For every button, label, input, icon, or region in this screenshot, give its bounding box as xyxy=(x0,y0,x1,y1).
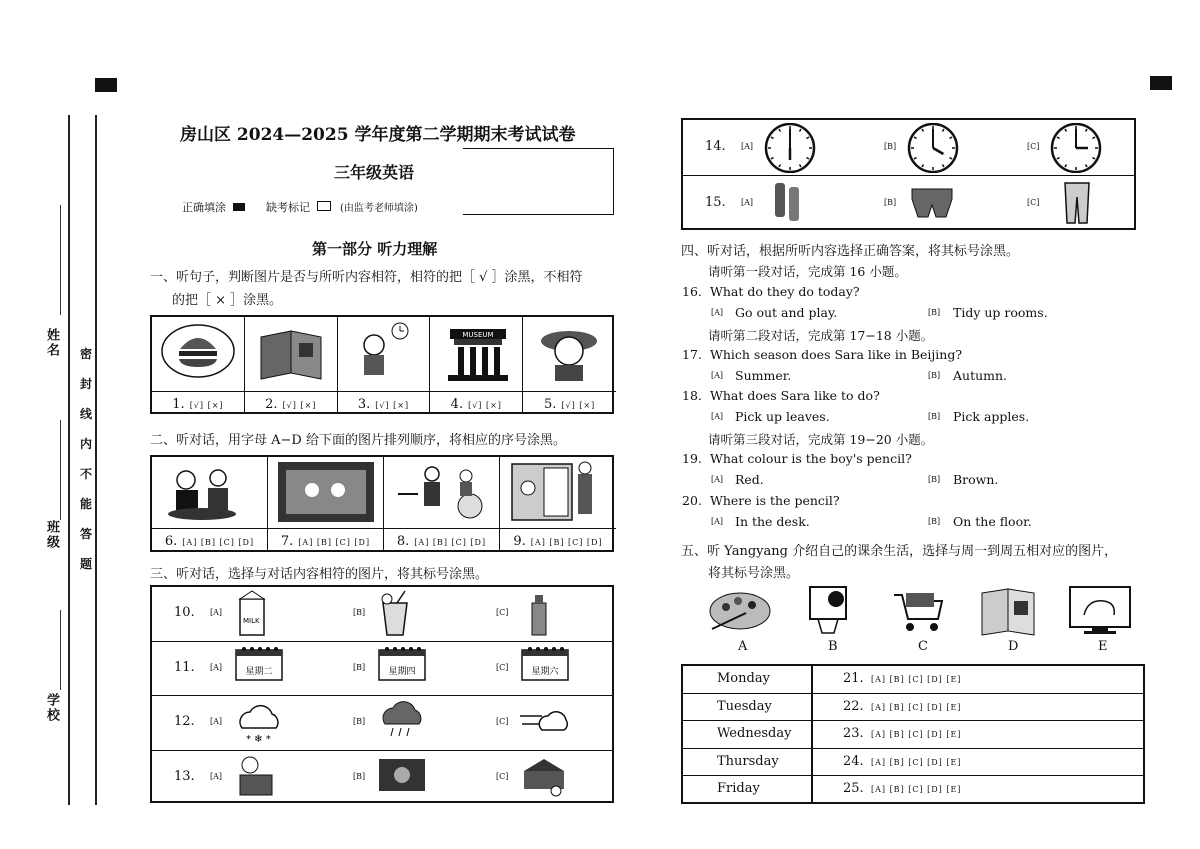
answer-row xyxy=(384,528,499,551)
picture-book-icon xyxy=(976,585,1046,637)
name-label: 姓名 xyxy=(44,328,59,358)
seal-char: 密 xyxy=(80,347,93,361)
answer-row xyxy=(338,391,430,414)
s1-table xyxy=(150,315,614,414)
question-row xyxy=(152,696,612,751)
windy-cloud-icon xyxy=(518,698,574,748)
s5-instruction-2: 将其标号涂黑。 xyxy=(708,566,800,581)
calendar-icon xyxy=(518,644,574,694)
picture-cell xyxy=(152,317,245,412)
answer-bubbles[interactable]: [√] [×] xyxy=(189,401,224,410)
s1-instruction-2: 的把［ × ］涂黑。 xyxy=(172,293,283,308)
dialogue-instruction: 请听第一段对话，完成第 16 小题。 xyxy=(708,264,907,279)
option-b-label[interactable]: [B] xyxy=(928,412,941,421)
answer-row xyxy=(268,528,383,551)
milk-carton-icon xyxy=(232,589,288,639)
option-label[interactable]: [C] xyxy=(1027,142,1040,151)
picture-cell xyxy=(245,317,338,412)
girl-hat-icon xyxy=(529,319,609,385)
answer-bubbles[interactable]: [A] [B] [C] [D] [E] xyxy=(871,757,962,767)
school-label: 学校 xyxy=(44,693,59,723)
binding-line-outer xyxy=(68,115,70,805)
museum-sign-text: MUSEUM xyxy=(462,331,494,339)
question-number: 13. xyxy=(174,768,195,784)
answer-bubbles[interactable]: [A] [B] [C] [D] [E] xyxy=(871,785,962,795)
seal-char: 题 xyxy=(80,557,93,571)
s2-table xyxy=(150,455,614,552)
question-number: 7. xyxy=(280,534,294,549)
picture-cell xyxy=(500,457,616,550)
socks-icon xyxy=(763,179,819,229)
registration-mark-right xyxy=(1150,76,1172,90)
option-b-text[interactable]: On the floor. xyxy=(953,514,1032,529)
option-label[interactable]: [A] xyxy=(741,198,754,207)
s1-instruction-1: 一、听句子，判断图片是否与所听内容相符，相符的把［ √ ］涂黑，不相符 xyxy=(150,270,583,285)
option-b-label[interactable]: [B] xyxy=(928,517,941,526)
clock-four-icon xyxy=(906,123,962,173)
weekday-label: 星期四 xyxy=(388,666,416,677)
seal-char: 能 xyxy=(80,497,93,511)
answer-bubbles[interactable]: [A] [B] [C] [D] [E] xyxy=(871,730,962,740)
snow-cloud-icon xyxy=(232,698,288,748)
question-number: 24. xyxy=(843,753,864,769)
exam-subject: 三年级英语 xyxy=(334,163,415,182)
picture-letter: C xyxy=(918,639,928,654)
weekday-label: 星期六 xyxy=(531,666,559,677)
absent-mark-note: (由监考老师填涂) xyxy=(340,203,418,214)
option-b-text[interactable]: Autumn. xyxy=(953,368,1008,383)
option-a-label[interactable]: [A] xyxy=(711,371,724,380)
question-number: 25. xyxy=(843,781,864,797)
school-underline xyxy=(60,610,61,690)
option-label[interactable]: [A] xyxy=(210,662,223,672)
s4-instruction: 四、听对话，根据所听内容选择正确答案，将其标号涂黑。 xyxy=(681,244,1020,259)
question-number: 11. xyxy=(174,659,195,675)
option-a-text[interactable]: In the desk. xyxy=(735,514,810,529)
option-label[interactable]: [B] xyxy=(884,198,897,207)
museum-icon xyxy=(436,319,516,385)
option-b-text[interactable]: Brown. xyxy=(953,472,999,487)
shorts-icon xyxy=(906,179,962,229)
seal-char: 不 xyxy=(80,467,93,481)
day-label: Tuesday xyxy=(717,698,772,714)
day-row xyxy=(683,776,1143,804)
shopping-cart-icon xyxy=(886,585,956,637)
book-icon xyxy=(251,319,331,385)
doghouse-icon xyxy=(518,753,574,803)
question-text: What does Sara like to do? xyxy=(710,388,880,403)
snowman-icon xyxy=(388,458,494,524)
option-a-text[interactable]: Summer. xyxy=(735,368,792,383)
question-number: 5. xyxy=(543,397,557,412)
part1-title: 第一部分 听力理解 xyxy=(312,240,438,258)
seal-char: 答 xyxy=(80,527,93,541)
picture-letter: E xyxy=(1098,639,1108,654)
answer-row xyxy=(500,528,616,551)
option-a-label[interactable]: [A] xyxy=(711,517,724,526)
tv-dog-icon xyxy=(375,753,431,803)
juice-icon xyxy=(375,589,431,639)
question-row xyxy=(152,751,612,806)
answer-row xyxy=(152,528,267,551)
question-number: 3. xyxy=(357,397,371,412)
question-number: 22. xyxy=(843,698,864,714)
question-number: 2. xyxy=(265,397,278,412)
answer-bubbles[interactable]: [√] [×] xyxy=(282,401,317,410)
binding-line-inner xyxy=(95,115,97,805)
seal-char: 封 xyxy=(80,377,93,391)
option-b-label[interactable]: [B] xyxy=(928,475,941,484)
picture-cell xyxy=(152,457,268,550)
question-number: 8. xyxy=(396,534,410,549)
option-b-label[interactable]: [B] xyxy=(928,308,941,317)
day-label: Monday xyxy=(717,671,770,686)
question-text: What colour is the boy's pencil? xyxy=(710,451,912,466)
option-label[interactable]: [A] xyxy=(210,608,223,618)
option-a-text[interactable]: Go out and play. xyxy=(735,305,838,320)
painting-palette-icon xyxy=(706,585,776,637)
answer-bubbles[interactable]: [A] [B] [C] [D] xyxy=(414,538,487,547)
question-number: 14. xyxy=(705,139,726,154)
trousers-icon xyxy=(1049,179,1105,229)
picture-letter: A xyxy=(738,639,748,654)
calendar-icon xyxy=(232,644,288,694)
basketball-hoop-icon xyxy=(796,585,866,637)
option-a-text[interactable]: Red. xyxy=(735,472,764,487)
name-underline xyxy=(60,205,61,315)
day-row xyxy=(683,666,1143,694)
fill-legend xyxy=(182,199,418,215)
option-label[interactable]: [C] xyxy=(496,608,509,618)
question-number: 23. xyxy=(843,726,864,742)
day-row xyxy=(683,694,1143,722)
score-box xyxy=(463,148,614,215)
answer-bubbles[interactable]: [√] [×] xyxy=(375,401,410,410)
answer-row xyxy=(430,391,522,414)
question-number: 17. xyxy=(682,347,702,362)
clock-three-icon xyxy=(1049,123,1105,173)
svg-text:* ❄ *: * ❄ * xyxy=(246,734,271,746)
option-label[interactable]: [A] xyxy=(741,142,754,151)
s2-instruction: 二、听对话，用字母 A−D 给下面的图片排列顺序，将相应的序号涂黑。 xyxy=(150,433,566,448)
clock-six-icon xyxy=(763,123,819,173)
dialogue-instruction: 请听第二段对话，完成第 17−18 小题。 xyxy=(708,328,934,343)
answer-row xyxy=(245,391,337,414)
fill-correct-label: 正确填涂 xyxy=(182,201,226,214)
milk-label: MILK xyxy=(243,617,260,626)
weekday-label: 星期二 xyxy=(245,666,273,677)
option-label[interactable]: [B] xyxy=(353,662,366,672)
day-label: Thursday xyxy=(717,753,779,769)
hamburger-icon xyxy=(158,319,238,385)
option-label[interactable]: [B] xyxy=(884,142,897,151)
question-text: What do they do today? xyxy=(710,284,860,299)
question-text: Which season does Sara like in Beijing? xyxy=(710,347,963,362)
s5-instruction-1: 五、听 Yangyang 介绍自己的课余生活，选择与周一到周五相对应的图片， xyxy=(681,544,1118,559)
answer-bubbles[interactable]: [A] [B] [C] [D] [E] xyxy=(871,702,962,712)
question-number: 18. xyxy=(682,388,702,403)
option-a-label[interactable]: [A] xyxy=(711,475,724,484)
answer-bubbles[interactable]: [A] [B] [C] [D] xyxy=(182,538,255,547)
seal-char: 内 xyxy=(80,437,93,451)
answer-bubbles[interactable]: [√] [×] xyxy=(468,401,502,410)
question-row xyxy=(683,176,1134,232)
question-number: 20. xyxy=(682,493,702,508)
answer-row xyxy=(152,391,244,414)
s5-table xyxy=(681,664,1145,804)
option-b-text[interactable]: Pick apples. xyxy=(953,409,1030,424)
seal-char: 线 xyxy=(80,407,93,421)
dialogue-instruction: 请听第三段对话，完成第 19−20 小题。 xyxy=(708,432,934,447)
class-label: 班级 xyxy=(44,520,59,550)
s3-table-left xyxy=(150,585,614,803)
day-label: Friday xyxy=(717,781,760,797)
option-label[interactable]: [B] xyxy=(353,771,366,781)
option-label[interactable]: [C] xyxy=(496,717,509,727)
picture-cell xyxy=(430,317,523,412)
registration-mark-left xyxy=(95,78,117,92)
question-text: Where is the pencil? xyxy=(710,493,840,508)
question-number: 15. xyxy=(705,195,726,210)
option-b-label[interactable]: [B] xyxy=(928,371,941,380)
question-number: 21. xyxy=(843,671,864,686)
tv-elephant-icon xyxy=(1066,585,1136,637)
option-label[interactable]: [B] xyxy=(353,717,366,727)
option-label[interactable]: [A] xyxy=(210,771,223,781)
option-a-label[interactable]: [A] xyxy=(711,308,724,317)
exam-title: 房山区 2024—2025 学年度第二学期期末考试试卷 xyxy=(180,125,576,145)
day-row xyxy=(683,721,1143,749)
question-row xyxy=(152,587,612,642)
answer-bubbles[interactable]: [A] [B] [C] [D] xyxy=(298,538,371,547)
picture-cell xyxy=(338,317,431,412)
answer-bubbles[interactable]: [A] [B] [C] [D] [E] xyxy=(871,675,962,684)
option-label[interactable]: [C] xyxy=(496,771,509,781)
absent-mark-box[interactable] xyxy=(317,201,331,211)
question-row xyxy=(683,120,1134,176)
answer-bubbles[interactable]: [A] [B] [C] [D] xyxy=(530,538,603,547)
question-number: 1. xyxy=(172,397,185,412)
question-number: 4. xyxy=(450,397,464,412)
option-a-text[interactable]: Pick up leaves. xyxy=(735,409,830,424)
calendar-icon xyxy=(375,644,431,694)
rain-cloud-icon xyxy=(375,698,431,748)
question-row xyxy=(152,642,612,697)
answer-bubbles[interactable]: [√] [×] xyxy=(561,401,596,410)
picture-letter: B xyxy=(828,639,838,654)
option-label[interactable]: [C] xyxy=(496,662,509,672)
day-label: Wednesday xyxy=(717,726,792,742)
option-label[interactable]: [A] xyxy=(210,717,223,727)
picture-letter: D xyxy=(1008,639,1019,654)
cat-basket-icon xyxy=(232,753,288,803)
question-number: 16. xyxy=(682,284,702,299)
question-number: 9. xyxy=(513,534,526,549)
boy-clock-icon xyxy=(344,319,424,385)
s3-instruction: 三、听对话，选择与对话内容相符的图片，将其标号涂黑。 xyxy=(150,567,489,582)
friends-icon xyxy=(156,458,262,524)
option-b-text[interactable]: Tidy up rooms. xyxy=(953,305,1048,320)
picture-cell xyxy=(523,317,616,412)
s3-table-right xyxy=(681,118,1136,230)
answer-row xyxy=(523,391,616,414)
fill-correct-swatch xyxy=(233,203,245,211)
option-label[interactable]: [C] xyxy=(1027,198,1040,207)
question-number: 12. xyxy=(174,714,195,730)
question-number: 6. xyxy=(164,534,178,549)
option-a-label[interactable]: [A] xyxy=(711,412,724,421)
absent-mark-label: 缺考标记 xyxy=(266,201,310,214)
picture-cell xyxy=(268,457,384,550)
question-number: 19. xyxy=(682,451,702,466)
fridge-icon xyxy=(504,458,610,524)
day-row xyxy=(683,749,1143,777)
water-bottle-icon xyxy=(518,589,574,639)
picture-cell xyxy=(384,457,500,550)
class-underline xyxy=(60,420,61,520)
tv-icon xyxy=(272,458,378,524)
question-number: 10. xyxy=(174,605,195,621)
option-label[interactable]: [B] xyxy=(353,608,366,618)
